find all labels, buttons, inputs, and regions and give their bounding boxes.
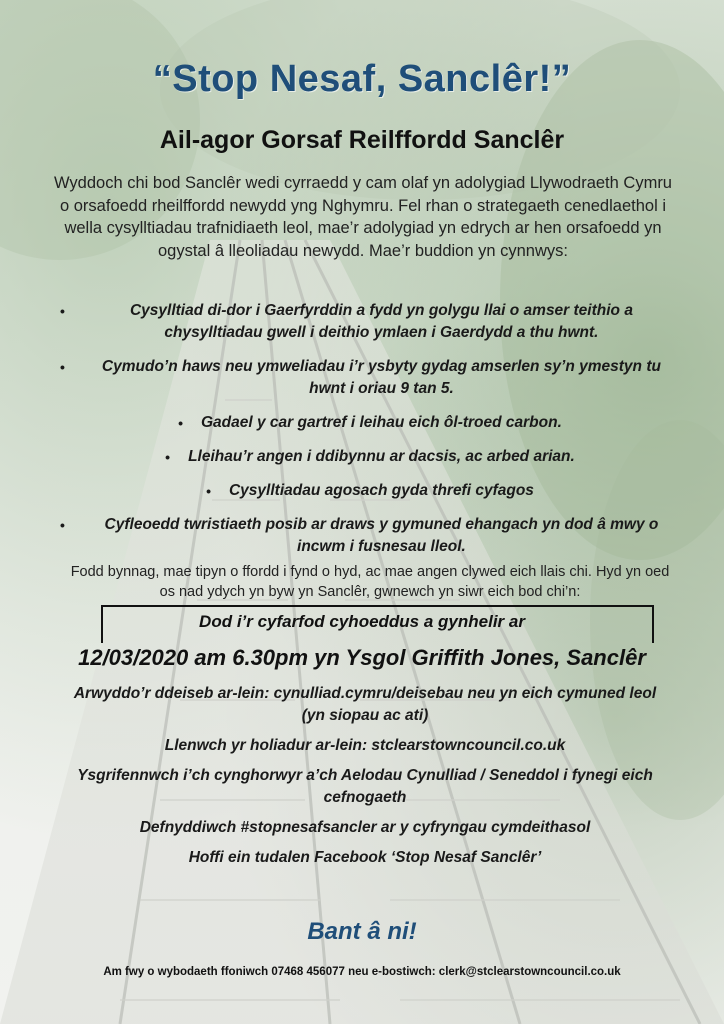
bullet-icon: • <box>60 303 65 319</box>
benefit-text: Cyfleoedd twristiaeth posib ar draws y gymuned ehangach yn dod â mwy o incwm i fusnesau lleol. <box>104 516 659 555</box>
meeting-intro: Dod i’r cyfarfod cyhoeddus a gynhelir ar <box>199 612 525 631</box>
benefit-item <box>60 480 680 502</box>
contact-footer: Am fwy o wybodaeth ffoniwch 07468 456077 neu e-bostiwch: clerk@stclearstowncouncil.co.uk <box>103 966 621 978</box>
bullet-icon: • <box>178 415 183 431</box>
benefits-list <box>60 300 680 570</box>
bullet-icon: • <box>60 517 65 533</box>
benefit-text: Cysylltiadau agosach gyda threfi cyfagos <box>228 482 534 499</box>
action-item: Ysgrifennwch i’ch cynghorwyr a’ch Aelodau Cynulliad / Seneddol i fynegi eich cefnogaeth <box>77 767 653 806</box>
flyer-subtitle: Ail-agor Gorsaf Reilffordd Sanclêr <box>159 126 565 154</box>
benefit-text: Cymudo’n haws neu ymweliadau i’r ysbyty gydag amserlen sy’n ymestyn tu hwnt i oriau 9 tan 5. <box>101 358 661 397</box>
benefit-item <box>60 514 680 558</box>
benefit-item <box>60 446 680 468</box>
action-item: Arwyddo’r ddeiseb ar-lein: cynulliad.cymru/deisebau neu yn eich cymuned leol (yn siopau ac ati) <box>73 685 657 724</box>
action-item: Llenwch yr holiadur ar-lein: stclearstowncouncil.co.uk <box>164 737 566 754</box>
bullet-icon: • <box>206 483 211 499</box>
intro-paragraph: Wyddoch chi bod Sanclêr wedi cyrraedd y cam olaf yn adolygiad Llywodraeth Cymru o orsafoedd rheilffordd newydd yng Nghymru. Fel rhan o strategaeth cenedlaethol i wella cysylltiadau trafnidiaeth leol, mae’r adolygiad yn edrych ar hen orsafoedd yn ogystal â lleoliadau newydd. Mae’r buddion yn cynnwys: <box>54 174 672 260</box>
call-to-action-paragraph: Fodd bynnag, mae tipyn o ffordd i fynd o hyd, ac mae angen clywed eich llais chi. Hyd yn oed os nad ydych yn byw yn Sanclêr, gwnewch yn siwr eich bod chi’n: <box>70 564 670 600</box>
action-item: Defnyddiwch #stopnesafsancler ar y cyfryngau cymdeithasol <box>139 819 591 836</box>
benefit-text: Cysylltiad di-dor i Gaerfyrddin a fydd yn golygu llai o amser teithio a chysylltiadau gwell i deithio ymlaen i Gaerdydd a thu hwnt. <box>129 302 633 341</box>
benefit-item <box>60 356 680 400</box>
benefit-item <box>60 300 680 344</box>
benefit-text: Lleihau’r angen i ddibynnu ar dacsis, ac arbed arian. <box>188 448 575 465</box>
flyer-title: “Stop Nesaf, Sanclêr!” <box>152 58 572 100</box>
benefit-item <box>60 412 680 434</box>
actions-list <box>70 683 660 877</box>
meeting-date: 12/03/2020 am 6.30pm yn Ysgol Griffith Jones, Sanclêr <box>78 645 646 670</box>
benefit-text: Gadael y car gartref i leihau eich ôl-troed carbon. <box>200 414 562 431</box>
bullet-icon: • <box>60 359 65 375</box>
bullet-icon: • <box>165 449 171 465</box>
closing-slogan: Bant â ni! <box>307 918 417 945</box>
action-item: Hoffi ein tudalen Facebook ‘Stop Nesaf Sanclêr’ <box>188 849 542 866</box>
